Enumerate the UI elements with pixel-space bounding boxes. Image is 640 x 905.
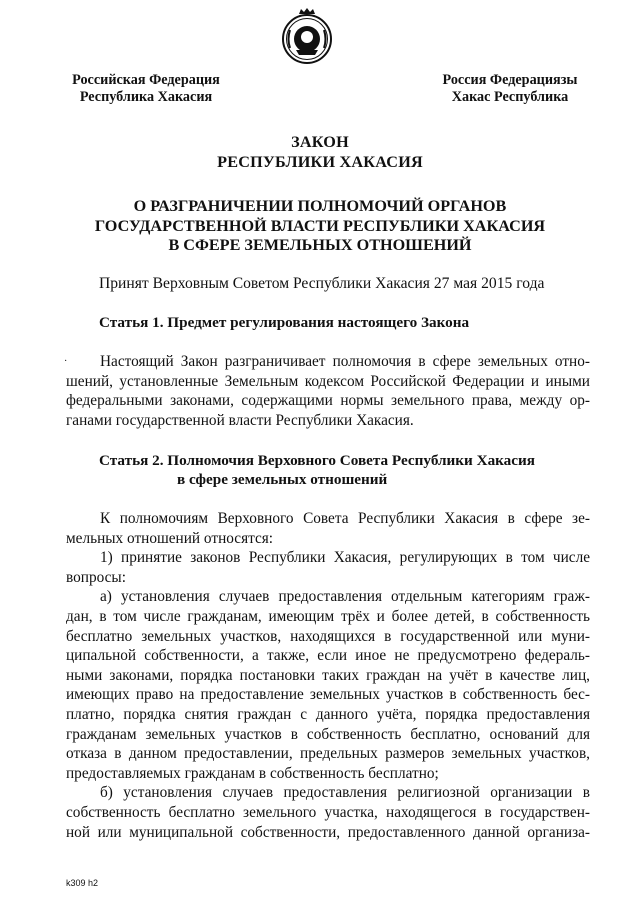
law-title: ЗАКОН — [291, 133, 349, 151]
article-2-heading-line2: в сфере земельных отношений — [177, 471, 388, 488]
article-1-paragraph — [66, 352, 590, 430]
law-subject-line: ГОСУДАРСТВЕННОЙ ВЛАСТИ РЕСПУБЛИКИ ХАКАСИЯ — [94, 216, 546, 235]
text-line: ципальной собственности, а также, если иное не предусмотрено федераль- — [66, 647, 590, 665]
text-line: Настоящий Закон разграничивает полномочия в сфере земельных отно- — [100, 353, 590, 370]
article-2-heading — [99, 451, 535, 489]
text-line: федеральными законами, содержащими нормы земельного права, между ор- — [66, 392, 590, 410]
text-line: б) установления случаев предоставления религиозной организации в — [100, 784, 590, 802]
law-title-republic: РЕСПУБЛИКИ ХАКАСИЯ — [217, 153, 423, 171]
text-line: ганами государственной власти Республики Хакасия. — [66, 411, 414, 429]
text-line: вопросы: — [66, 568, 126, 586]
article-2-body — [66, 509, 590, 842]
law-subject-line: О РАЗГРАНИЧЕНИИ ПОЛНОМОЧИЙ ОРГАНОВ — [133, 197, 507, 215]
header-left-line2: Республика Хакасия — [79, 89, 213, 105]
article-2-heading-line1: Статья 2. Полномочия Верховного Совета Республики Хакасия — [99, 452, 535, 469]
header-left-line1: Российская Федерация — [72, 72, 220, 88]
law-subject-line: В СФЕРЕ ЗЕМЕЛЬНЫХ ОТНОШЕНИЙ — [168, 236, 472, 254]
law-subject — [60, 197, 580, 256]
header-right-line1: Россия Федерациязы — [442, 72, 578, 88]
document-code: k309 h2 — [66, 878, 99, 888]
text-line: предоставляемых гражданам в собственность бесплатно; — [66, 764, 439, 782]
text-line: К полномочиям Верховного Совета Республики Хакасия в сфере зе- — [100, 510, 590, 527]
text-line: ной или муниципальной собственности, предоставленного данной организа- — [66, 823, 590, 841]
text-line: собственность бесплатно земельного участка, находящегося в государствен- — [66, 803, 590, 821]
text-line: отказа в данном предоставлении, предельных размеров земельных участков, — [66, 745, 590, 763]
text-line: платно, порядка снятия граждан с данного учёта, порядка предоставления — [66, 705, 590, 723]
article-1-heading: Статья 1. Предмет регулирования настоящего Закона — [99, 314, 470, 331]
text-line: гражданам земельных участков в собственность бесплатно, оснований для — [66, 725, 590, 743]
margin-mark: · — [64, 356, 68, 367]
text-line: шений, установленные Земельным кодексом Российской Федерации и иными — [66, 372, 590, 390]
text-line: ными законами, порядка постановки таких граждан на учёт в качестве лиц, — [66, 666, 590, 684]
adoption-note: Принят Верховным Советом Республики Хакасия 27 мая 2015 года — [99, 275, 545, 292]
khakassia-coat-of-arms-icon — [281, 8, 333, 66]
text-line: имеющих право на предоставление земельных участков в собственность бес- — [66, 686, 590, 704]
header-right-block — [432, 72, 588, 106]
text-line: 1) принятие законов Республики Хакасия, регулирующих в том числе — [100, 549, 590, 567]
text-line: бесплатно земельных участков, находящихся в государственной или муни- — [66, 627, 590, 645]
header-left-block — [66, 72, 226, 106]
text-line: мельных отношений относятся: — [66, 529, 274, 547]
header-right-line2: Хакас Республика — [451, 89, 569, 105]
text-line: дан, в том числе гражданам, имеющим трёх и более детей, в собственность — [66, 607, 590, 625]
text-line: а) установления случаев предоставления отдельным категориям граж- — [100, 588, 590, 606]
